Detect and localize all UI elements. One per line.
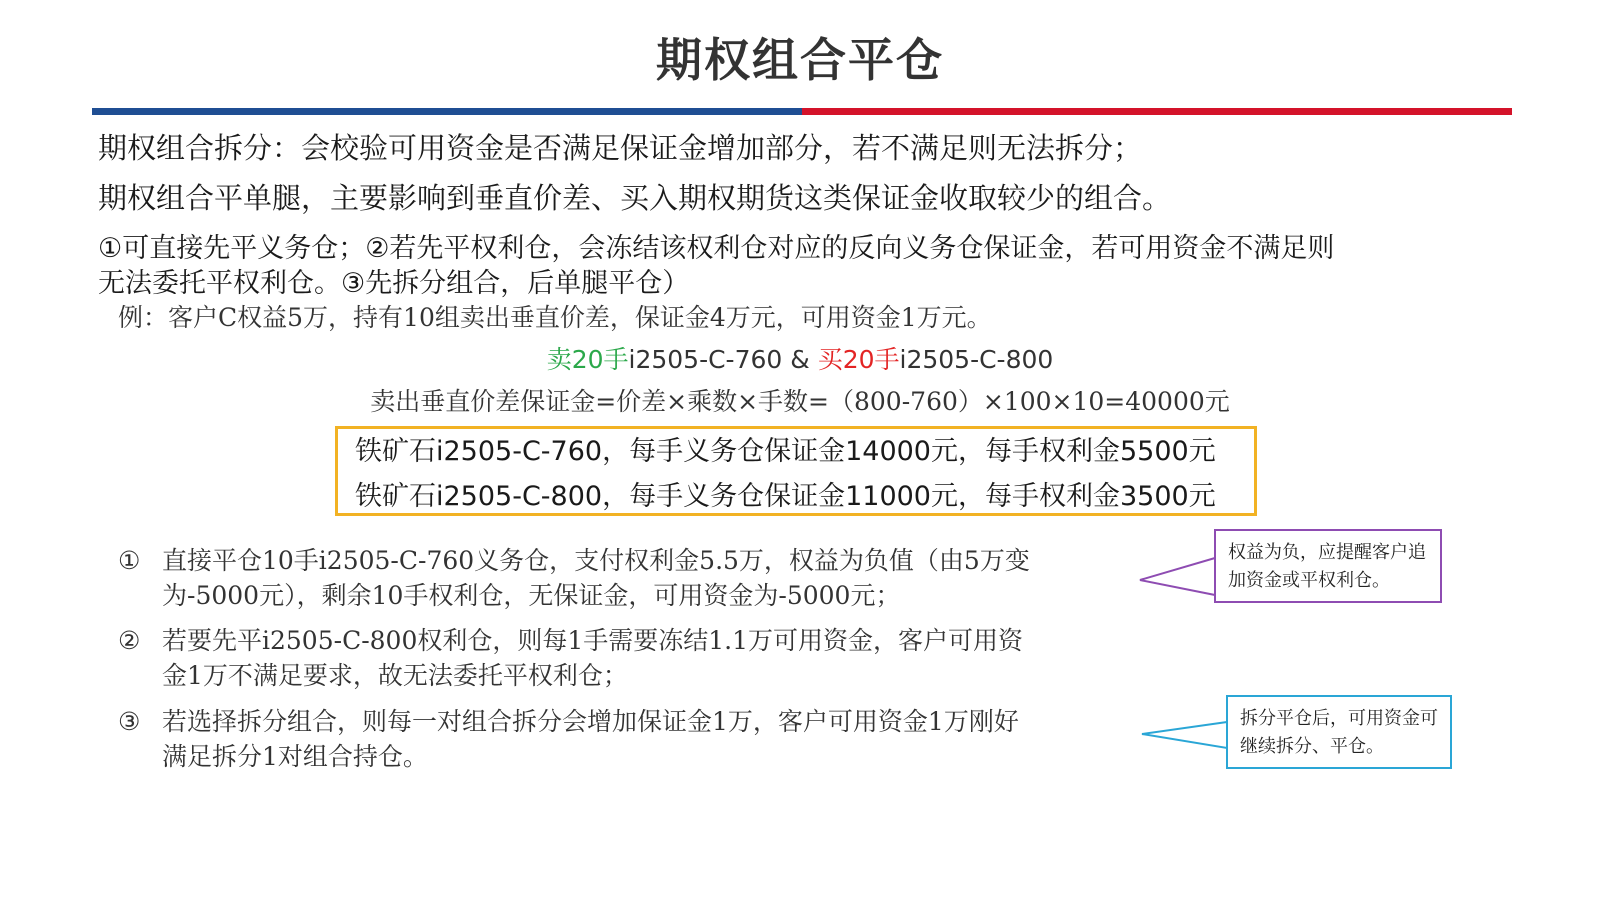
divider-red-segment <box>802 108 1512 115</box>
page-title: 期权组合平仓 <box>656 33 944 87</box>
contract-info-800: 铁矿石i2505-C-800，每手义务仓保证金11000元，每手权利金3500元 <box>355 481 1216 512</box>
title-divider <box>92 108 1512 115</box>
step-3-line2: 满足拆分1对组合持仓。 <box>162 742 428 771</box>
callout-2-pointer <box>1142 722 1227 748</box>
step-1-line2: 为-5000元），剩余10手权利仓，无保证金，可用资金为-5000元； <box>162 581 901 610</box>
paragraph-single-leg-rule: 期权组合平单腿，主要影响到垂直价差、买入期权期货这类保证金收取较少的组合。 <box>98 181 1172 215</box>
sell-label: 卖20手 <box>546 345 629 374</box>
step-1-text: 直接平仓10手i2505-C-760义务仓，支付权利金5.5万，权益为负值（由5万变 <box>162 546 1030 575</box>
callout-1-pointer <box>1140 558 1215 595</box>
buy-label: 买20手 <box>817 345 900 374</box>
buy-contract: i2505-C-800 <box>899 345 1054 374</box>
step-2-line1 <box>118 621 1023 657</box>
step-1-line1 <box>118 541 1030 577</box>
step-3-text: 若选择拆分组合，则每一对组合拆分会增加保证金1万，客户可用资金1万刚好 <box>162 707 1019 736</box>
paragraph-methods-line2: 无法委托平权利仓。③先拆分组合，后单腿平仓） <box>98 268 690 299</box>
paragraph-methods-line1: ①可直接先平义务仓；②若先平权利仓，会冻结该权利仓对应的反向义务仓保证金，若可用资金不满足则 <box>98 233 1335 264</box>
trade-line <box>0 340 1600 376</box>
step-2-text: 若要先平i2505-C-800权利仓，则每1手需要冻结1.1万可用资金，客户可用资 <box>162 626 1024 655</box>
margin-formula: 卖出垂直价差保证金=价差×乘数×手数=（800-760）×100×10=40000元 <box>370 387 1230 416</box>
paragraph-split-rule: 期权组合拆分：会校验可用资金是否满足保证金增加部分，若不满足则无法拆分； <box>98 131 1143 165</box>
ampersand: & <box>782 345 818 374</box>
callout-split-close: 拆分平仓后，可用资金可继续拆分、平仓。 <box>1226 695 1452 769</box>
callout-negative-equity: 权益为负，应提醒客户追加资金或平权利仓。 <box>1214 529 1442 603</box>
contract-info-760: 铁矿石i2505-C-760，每手义务仓保证金14000元，每手权利金5500元 <box>355 436 1216 467</box>
divider-blue-segment <box>92 108 802 115</box>
step-2-line2: 金1万不满足要求，故无法委托平权利仓； <box>162 661 628 690</box>
sell-contract: i2505-C-760 <box>628 345 783 374</box>
step-3-number: ③ <box>118 707 141 736</box>
example-text: 例：客户C权益5万，持有10组卖出垂直价差，保证金4万元，可用资金1万元。 <box>118 303 992 332</box>
step-2-number: ② <box>118 626 141 655</box>
step-1-number: ① <box>118 546 141 575</box>
step-3-line1 <box>118 702 1019 738</box>
